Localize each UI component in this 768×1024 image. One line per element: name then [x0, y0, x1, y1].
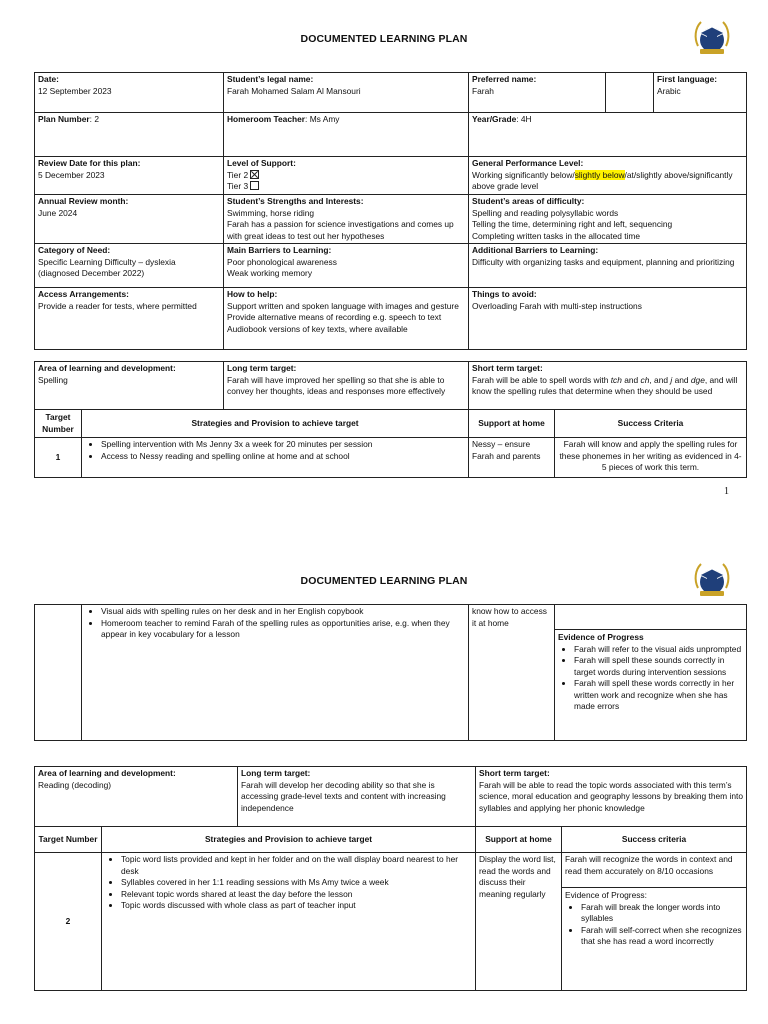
evidence-item: • Farah will refer to the visual aids unprompted	[574, 644, 743, 656]
date-cell: Date: 12 September 2023	[35, 73, 224, 113]
document-title-2: DOCUMENTED LEARNING PLAN	[300, 575, 468, 587]
evidence-of-progress-cell	[555, 605, 747, 741]
strategy-item: • Access to Nessy reading and spelling online at home and at school	[101, 451, 465, 463]
additional-barriers-cell: Additional Barriers to Learning: Difficulty with organizing tasks and equipment, planning and prioritizing	[469, 244, 747, 288]
access-arrangements-cell: Access Arrangements: Provide a reader for tests, where permitted	[35, 288, 224, 350]
blank-cell	[606, 73, 654, 113]
first-language-cell: First language: Arabic	[654, 73, 747, 113]
long-term-target-cell: Long term target: Farah will have improved her spelling so that she is able to convey her thoughts, ideas and responses more effectively	[224, 362, 469, 410]
strategy-item: • Syllables covered in her 1:1 reading sessions with Ms Amy twice a week	[121, 877, 472, 889]
support-at-home-header: Support at home	[476, 827, 562, 853]
plan-number-cell: Plan Number: 2	[35, 113, 224, 157]
annual-review-cell: Annual Review month: June 2024	[35, 195, 224, 244]
strengths-cell: Student’s Strengths and Interests: Swimming, horse riding Farah has a passion for science investigations and comes up with great ideas to test out her hypotheses	[224, 195, 469, 244]
strategies-header: Strategies and Provision to achieve target	[82, 410, 469, 438]
student-info-table	[34, 72, 747, 350]
success-criteria-text: Farah will recognize the words in context and read them accurately on 8/10 occasions	[565, 854, 733, 876]
preferred-name-cell: Preferred name: Farah	[469, 73, 606, 113]
review-date-cell: Review Date for this plan: 5 December 2023	[35, 157, 224, 195]
strategy-item: • Visual aids with spelling rules on her desk and in her English copybook	[101, 606, 465, 618]
evidence-item: • Farah will break the longer words into syllables	[581, 902, 743, 925]
school-logo-icon	[690, 16, 734, 60]
area-of-learning-cell: Area of learning and development: Spelling	[35, 362, 224, 410]
school-logo-icon	[690, 558, 734, 602]
success-criteria-header: Success criteria	[562, 827, 747, 853]
short-term-target-cell: Short term target: Farah will be able to spell words with tch and ch, and j and dge, and will know the spelling rules that determine when they should be used	[469, 362, 747, 410]
things-to-avoid-cell: Things to avoid: Overloading Farah with multi-step instructions	[469, 288, 747, 350]
target-1-table	[34, 361, 747, 478]
homeroom-cell: Homeroom Teacher: Ms Amy	[224, 113, 469, 157]
evidence-item: • Farah will spell these words correctly in her written work and recognize when she has made errors	[574, 678, 743, 713]
category-of-need-cell: Category of Need: Specific Learning Difficulty – dyslexia (diagnosed December 2022)	[35, 244, 224, 288]
support-at-home-cell: Nessy – ensure Farah and parents	[469, 438, 555, 478]
evidence-label: Evidence of Progress:	[565, 890, 647, 900]
strategies-header: Strategies and Provision to achieve target	[102, 827, 476, 853]
short-term-target-cell: Short term target: Farah will be able to read the topic words associated with this term’s science, moral education and geography lessons by breaking them into syllables and applying her phonic knowledge	[476, 767, 747, 827]
support-at-home-continued: know how to access it at home	[469, 605, 555, 741]
target-1-continued-table	[34, 604, 747, 741]
difficulty-cell: Student’s areas of difficulty: Spelling and reading polysyllabic words Telling the time, determining right and left, sequencing Completing written tasks in the allocated time	[469, 195, 747, 244]
support-at-home-cell: Display the word list, read the words and discuss their meaning regularly	[476, 853, 562, 991]
how-to-help-cell: How to help: Support written and spoken language with images and gesture Provide alternative means of recording e.g. speech to text Audiobook versions of key texts, where available	[224, 288, 469, 350]
target-2-table	[34, 766, 747, 991]
highlighted-level: slightly below	[574, 169, 625, 180]
success-criteria-header: Success Criteria	[555, 410, 747, 438]
success-criteria-cell: Farah will know and apply the spelling rules for these phonemes in her writing as evidenced in 4-5 pieces of work this term.	[555, 438, 747, 478]
support-at-home-header: Support at home	[469, 410, 555, 438]
year-grade-cell: Year/Grade: 4H	[469, 113, 747, 157]
strategy-item: • Topic word lists provided and kept in her folder and on the wall display board nearest to her desk	[121, 854, 472, 877]
main-barriers-cell: Main Barriers to Learning: Poor phonological awareness Weak working memory	[224, 244, 469, 288]
document-title: DOCUMENTED LEARNING PLAN	[300, 33, 468, 45]
target-number-header: Target Number	[35, 827, 102, 853]
target-number-header: Target Number	[35, 410, 82, 438]
strategy-item: • Spelling intervention with Ms Jenny 3x a week for 20 minutes per session	[101, 439, 465, 451]
evidence-item: • Farah will self-correct when she recognizes that she has read a word incorrectly	[581, 925, 743, 948]
level-of-support-cell: Level of Support: Tier 2 Tier 3	[224, 157, 469, 195]
legal-name-cell: Student’s legal name: Farah Mohamed Salam Al Mansouri	[224, 73, 469, 113]
strategies-cell	[102, 853, 476, 991]
general-performance-cell: General Performance Level: Working significantly below/slightly below/at/slightly above/significantly above grade level	[469, 157, 747, 195]
long-term-target-cell: Long term target: Farah will develop her decoding ability so that she is accessing grade-level texts and content with increasing independence	[238, 767, 476, 827]
tier3-checkbox	[250, 181, 259, 190]
strategy-item: • Topic words discussed with whole class as part of teacher input	[121, 900, 472, 912]
evidence-item: • Farah will spell these sounds correctly in target words during intervention sessions	[574, 655, 743, 678]
page-2	[0, 552, 768, 1024]
area-of-learning-cell: Area of learning and development: Reading (decoding)	[35, 767, 238, 827]
strategy-item: • Relevant topic words shared at least the day before the lesson	[121, 889, 472, 901]
page-number: 1	[724, 486, 729, 497]
evidence-label: Evidence of Progress	[558, 632, 644, 642]
strategies-cell	[82, 438, 469, 478]
strategy-item: • Homeroom teacher to remind Farah of the spelling rules as opportunities arise, e.g. when they appear in key vocabulary for a lesson	[101, 618, 465, 641]
success-and-evidence-cell	[562, 853, 747, 991]
target-number-1: 1	[35, 438, 82, 478]
target-number-2: 2	[35, 853, 102, 991]
target-number-continued	[35, 605, 82, 741]
strategies-continued-cell	[82, 605, 469, 741]
tier2-checkbox	[250, 170, 259, 179]
